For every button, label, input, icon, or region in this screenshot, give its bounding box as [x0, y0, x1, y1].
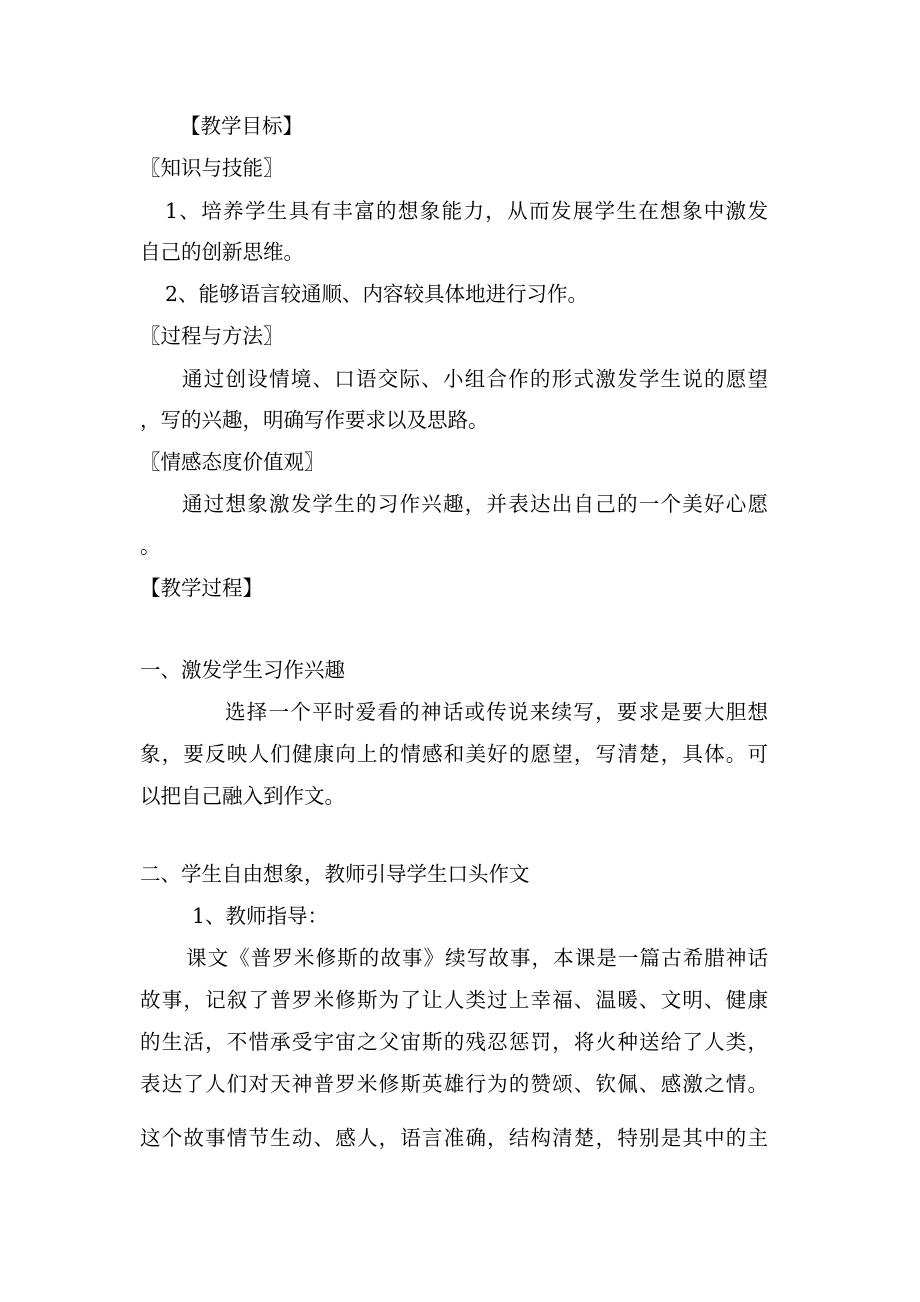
- heading-teaching-objectives: 【教学目标】: [180, 114, 303, 138]
- section-2-subheading-teacher-guidance: 1、教师指导：: [192, 904, 329, 928]
- section-1-title: 一、激发学生习作兴趣: [140, 658, 345, 682]
- objective-item-1-line-2: 自己的创新思维。: [140, 240, 304, 264]
- heading-teaching-process: 【教学过程】: [140, 576, 263, 600]
- section-2-line-2: 故事，记叙了普罗米修斯为了让人类过上幸福、温暖、文明、健康: [140, 988, 768, 1012]
- section-2-line-5: 这个故事情节生动、感人，语言准确，结构清楚，特别是其中的主: [140, 1126, 768, 1150]
- objective-item-2: 2、能够语言较通顺、内容较具体地进行习作。: [165, 282, 589, 306]
- section-1-line-3: 以把自己融入到作文。: [140, 784, 345, 808]
- section-2-line-4: 表达了人们对天神普罗米修斯英雄行为的赞颂、钦佩、感激之情。: [140, 1072, 768, 1096]
- objective-item-1-line-1: 1、培养学生具有丰富的想象能力，从而发展学生在想象中激发: [165, 199, 768, 223]
- process-methods-line-1: 通过创设情境、口语交际、小组合作的形式激发学生说的愿望: [182, 367, 768, 391]
- section-2-line-1: 课文《普罗米修斯的故事》续写故事，本课是一篇古希腊神话: [186, 946, 768, 970]
- subheading-knowledge-skills: 〖知识与技能〗: [140, 156, 284, 180]
- section-1-line-1: 选择一个平时爱看的神话或传说来续写，要求是要大胆想: [225, 700, 768, 724]
- section-1-line-2: 象，要反映人们健康向上的情感和美好的愿望，写清楚，具体。可: [140, 742, 768, 766]
- section-2-title: 二、学生自由想象，教师引导学生口头作文: [140, 862, 530, 886]
- section-2-line-3: 的生活，不惜承受宇宙之父宙斯的残忍惩罚，将火种送给了人类，: [140, 1030, 768, 1054]
- subheading-process-methods: 〖过程与方法〗: [140, 324, 284, 348]
- emotion-values-line-1: 通过想象激发学生的习作兴趣，并表达出自己的一个美好心愿: [182, 492, 768, 516]
- process-methods-line-2: ，写的兴趣，明确写作要求以及思路。: [140, 408, 489, 432]
- subheading-emotion-values: 〖情感态度价值观〗: [140, 450, 325, 474]
- emotion-values-line-2: 。: [140, 534, 161, 558]
